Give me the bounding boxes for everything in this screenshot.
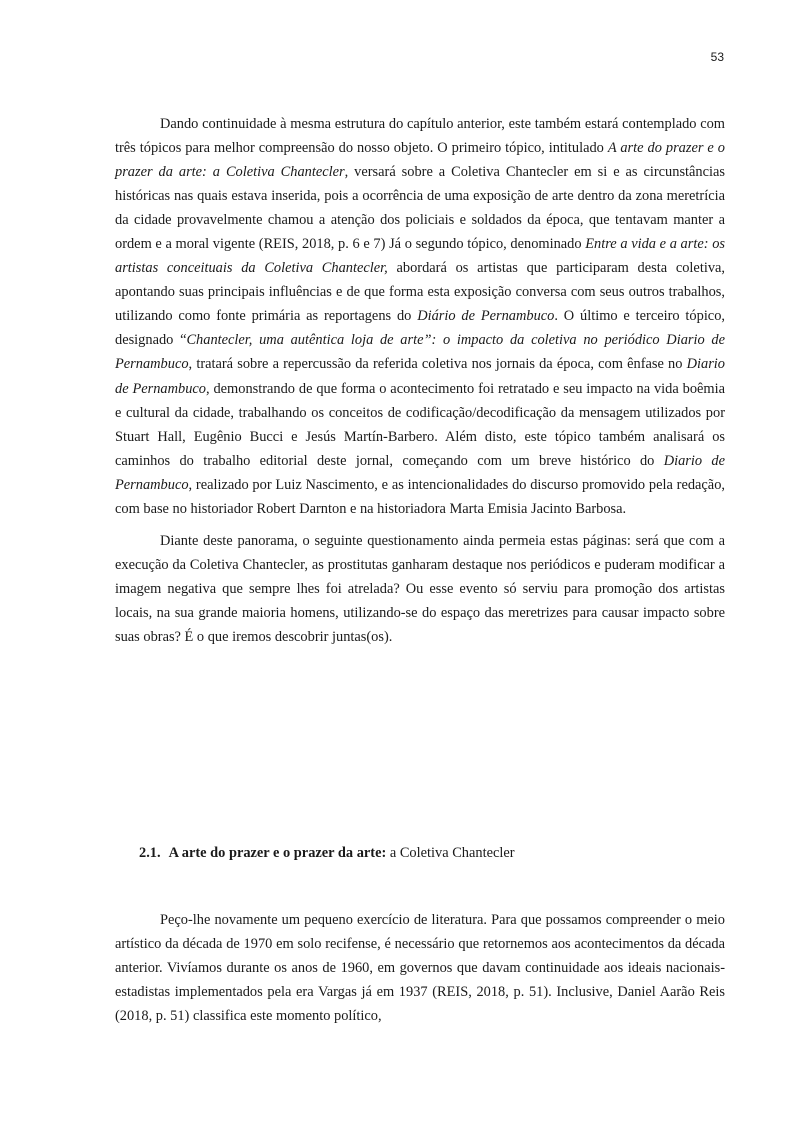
paragraph-intro-structure — [115, 112, 725, 521]
section-text — [115, 908, 725, 1028]
text-run: Dando continuidade à mesma estrutura do capítulo anterior, este também estará contemplado com três tópicos para melhor compreensão do nosso objeto. O primeiro tópico, intitulado — [115, 116, 725, 157]
italic-newspaper-name: Diario de Pernambuco — [115, 452, 725, 493]
text-run: , versará sobre a Coletiva Chantecler em si e as circunstâncias históricas nas quais estava inserida, pois a ocorrência de uma exposição de arte dentro da zona meretrícia da cidade provavelmente chamou a atenção dos policiais e soldados da época, que tentavam manter a ordem e a moral vigente (REIS, 2018, p. 6 e 7) Já o segundo tópico, denominado — [115, 164, 725, 253]
paragraph-question: Diante deste panorama, o seguinte questionamento ainda permeia estas páginas: será que com a execução da Coletiva Chantecler, as prostitutas ganharam destaque nos periódicos e puderam modificar a imagem negativa que sempre lhes foi atrelada? Ou esse evento só serviu para promoção dos artistas locais, na sua grande maioria homens, utilizando-se do espaço das meretrizes para causar impacto sobre suas obras? É o que iremos descobrir juntas(os). — [115, 532, 725, 645]
italic-title-topic-3: Chantecler, uma autêntica loja de arte”: o impacto da coletiva no periódico Diario de Pernambuco — [115, 332, 725, 373]
section-number: 2.1. — [139, 845, 161, 861]
italic-newspaper-name: Diário de Pernambuco — [417, 308, 555, 325]
italic-title-topic-2: Entre a vida e a arte: os artistas conceituais da Coletiva Chantecler, — [115, 236, 725, 277]
section-heading — [139, 843, 515, 863]
text-run: . O último e terceiro tópico, designado “ — [115, 308, 725, 349]
text-run: , tratará sobre a repercussão da referida coletiva nos jornais da época, com ênfase no — [188, 356, 687, 373]
text-run: abordará os artistas que participaram desta coletiva, apontando suas principais influências e de que forma esta exposição conversa com seus outros trabalhos, utilizando como fonte primária as reportagens do — [115, 260, 725, 325]
section-title-rest: a Coletiva Chantecler — [386, 845, 515, 861]
intro-text — [115, 112, 725, 649]
italic-title-topic-1: A arte do prazer e o prazer da arte: a Coletiva Chantecler — [115, 140, 725, 181]
italic-newspaper-name: Diario de Pernambuco — [115, 356, 725, 397]
section-title-bold: A arte do prazer e o prazer da arte: — [168, 845, 387, 861]
text-run: , demonstrando de que forma o acontecimento foi retratado e seu impacto na vida boêmia e cultural da cidade, trabalhando os conceitos de codificação/decodificação da mensagem utilizados por Stuart Hall, Eugênio Bucci e Jesús Martín-Barbero. Além disto, este tópico também analisará os caminhos do trabalho editorial deste jornal, começando com um breve histórico do — [115, 380, 725, 469]
paragraph-section-start: Peço-lhe novamente um pequeno exercício de literatura. Para que possamos compreender o meio artístico da década de 1970 em solo recifense, é necessário que retornemos aos acontecimentos da década anterior. Vivíamos durante os anos de 1960, em governos que davam continuidade aos ideais nacionais-estadistas implementados pela era Vargas já em 1937 (REIS, 2018, p. 51). Inclusive, Daniel Aarão Reis (2018, p. 51) classifica este momento político, — [115, 912, 725, 1025]
page-number: 53 — [710, 50, 724, 64]
text-run: , realizado por Luiz Nascimento, e as intencionalidades do discurso promovido pela redação, com base no historiador Robert Darnton e na historiadora Marta Emisia Jacinto Barbosa. — [115, 476, 725, 517]
